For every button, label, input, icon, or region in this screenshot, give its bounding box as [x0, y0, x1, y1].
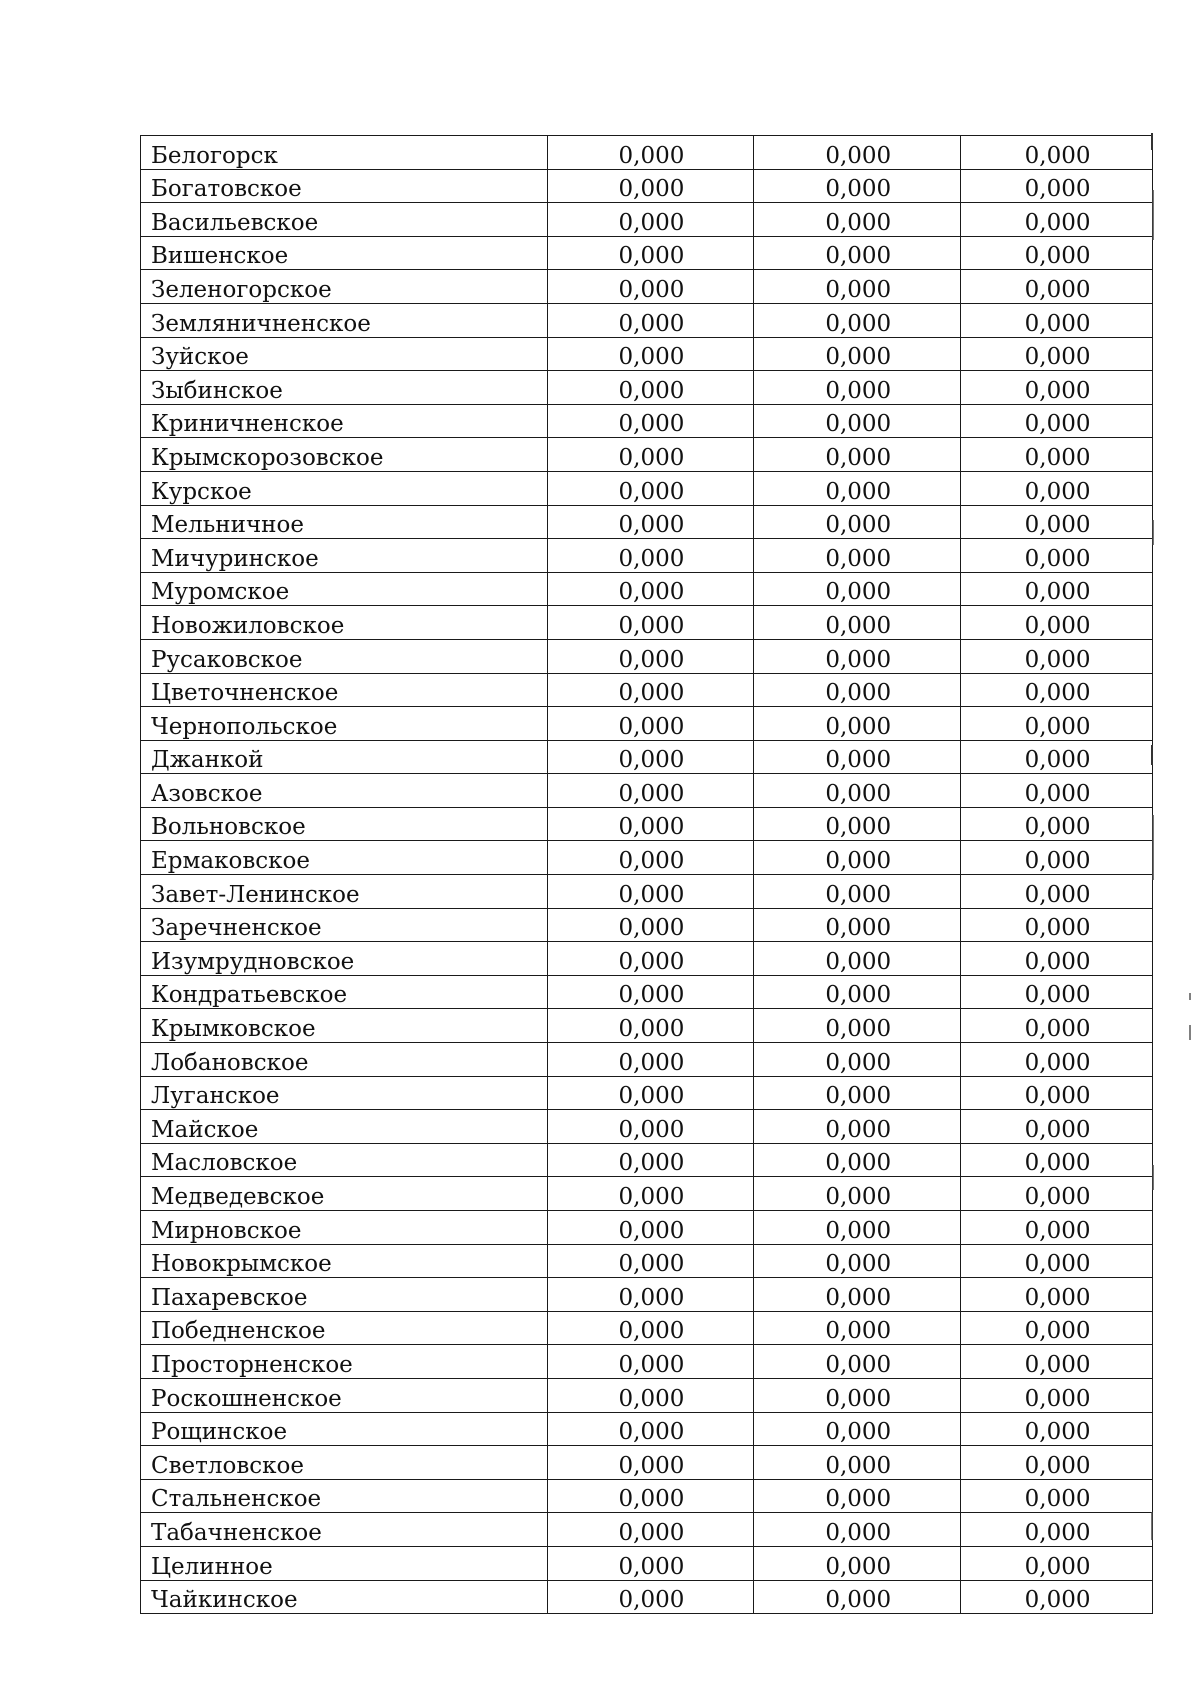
- settlement-name-cell: Майское: [141, 1110, 548, 1144]
- value-cell-3: 0,000: [961, 1345, 1153, 1379]
- settlement-name-cell: Стальненское: [141, 1479, 548, 1513]
- value-cell-1: 0,000: [547, 673, 754, 707]
- value-cell-3: 0,000: [961, 1479, 1153, 1513]
- table-row: [141, 270, 1153, 304]
- value-cell-1: 0,000: [547, 136, 754, 170]
- value-cell-3: 0,000: [961, 1580, 1153, 1614]
- value-cell-2: 0,000: [754, 337, 961, 371]
- value-cell-3: 0,000: [961, 371, 1153, 405]
- value-cell-1: 0,000: [547, 1446, 754, 1480]
- value-cell-3: 0,000: [961, 1177, 1153, 1211]
- settlement-name-cell: Мичуринское: [141, 539, 548, 573]
- value-cell-2: 0,000: [754, 1446, 961, 1480]
- value-cell-2: 0,000: [754, 303, 961, 337]
- value-cell-2: 0,000: [754, 1378, 961, 1412]
- value-cell-3: 0,000: [961, 1278, 1153, 1312]
- settlement-name-cell: Роскошненское: [141, 1378, 548, 1412]
- value-cell-1: 0,000: [547, 841, 754, 875]
- value-cell-1: 0,000: [547, 1110, 754, 1144]
- value-cell-2: 0,000: [754, 774, 961, 808]
- value-cell-2: 0,000: [754, 438, 961, 472]
- value-cell-3: 0,000: [961, 438, 1153, 472]
- settlement-name-cell: Земляничненское: [141, 303, 548, 337]
- value-cell-1: 0,000: [547, 169, 754, 203]
- value-cell-2: 0,000: [754, 505, 961, 539]
- value-cell-2: 0,000: [754, 1345, 961, 1379]
- value-cell-1: 0,000: [547, 908, 754, 942]
- value-cell-3: 0,000: [961, 303, 1153, 337]
- table-row: [141, 1479, 1153, 1513]
- table-row: [141, 371, 1153, 405]
- value-cell-2: 0,000: [754, 371, 961, 405]
- value-cell-2: 0,000: [754, 639, 961, 673]
- value-cell-2: 0,000: [754, 1412, 961, 1446]
- table-row: [141, 1446, 1153, 1480]
- value-cell-2: 0,000: [754, 471, 961, 505]
- settlement-name-cell: Крымскорозовское: [141, 438, 548, 472]
- value-cell-2: 0,000: [754, 673, 961, 707]
- value-cell-2: 0,000: [754, 1580, 961, 1614]
- value-cell-3: 0,000: [961, 807, 1153, 841]
- value-cell-3: 0,000: [961, 1311, 1153, 1345]
- settlement-name-cell: Изумрудновское: [141, 942, 548, 976]
- settlement-name-cell: Мельничное: [141, 505, 548, 539]
- settlement-name-cell: Рощинское: [141, 1412, 548, 1446]
- value-cell-3: 0,000: [961, 539, 1153, 573]
- value-cell-2: 0,000: [754, 1479, 961, 1513]
- table-row: [141, 303, 1153, 337]
- settlement-name-cell: Русаковское: [141, 639, 548, 673]
- table-row: [141, 975, 1153, 1009]
- value-cell-3: 0,000: [961, 1009, 1153, 1043]
- value-cell-2: 0,000: [754, 942, 961, 976]
- value-cell-2: 0,000: [754, 807, 961, 841]
- value-cell-3: 0,000: [961, 1513, 1153, 1547]
- table-row: [141, 1513, 1153, 1547]
- value-cell-1: 0,000: [547, 1412, 754, 1446]
- settlement-name-cell: Новожиловское: [141, 606, 548, 640]
- value-cell-2: 0,000: [754, 136, 961, 170]
- value-cell-3: 0,000: [961, 942, 1153, 976]
- value-cell-2: 0,000: [754, 169, 961, 203]
- value-cell-2: 0,000: [754, 404, 961, 438]
- value-cell-1: 0,000: [547, 606, 754, 640]
- table-row: [141, 841, 1153, 875]
- value-cell-3: 0,000: [961, 471, 1153, 505]
- value-cell-2: 0,000: [754, 1546, 961, 1580]
- settlement-name-cell: Крымковское: [141, 1009, 548, 1043]
- table-row: [141, 337, 1153, 371]
- table-row: [141, 1211, 1153, 1245]
- value-cell-2: 0,000: [754, 203, 961, 237]
- value-cell-3: 0,000: [961, 1143, 1153, 1177]
- settlement-name-cell: Джанкой: [141, 740, 548, 774]
- table-row: [141, 539, 1153, 573]
- settlement-name-cell: Заречненское: [141, 908, 548, 942]
- value-cell-2: 0,000: [754, 1513, 961, 1547]
- value-cell-1: 0,000: [547, 1043, 754, 1077]
- value-cell-2: 0,000: [754, 572, 961, 606]
- value-cell-3: 0,000: [961, 1378, 1153, 1412]
- table-row: [141, 1580, 1153, 1614]
- settlement-name-cell: Новокрымское: [141, 1244, 548, 1278]
- value-cell-1: 0,000: [547, 1345, 754, 1379]
- value-cell-1: 0,000: [547, 707, 754, 741]
- settlement-name-cell: Ермаковское: [141, 841, 548, 875]
- table-row: [141, 471, 1153, 505]
- value-cell-2: 0,000: [754, 1143, 961, 1177]
- value-cell-2: 0,000: [754, 270, 961, 304]
- settlement-name-cell: Завет-Ленинское: [141, 875, 548, 909]
- value-cell-1: 0,000: [547, 1177, 754, 1211]
- value-cell-3: 0,000: [961, 337, 1153, 371]
- value-cell-1: 0,000: [547, 203, 754, 237]
- value-cell-1: 0,000: [547, 337, 754, 371]
- table-row: [141, 1345, 1153, 1379]
- table-row: [141, 1378, 1153, 1412]
- value-cell-3: 0,000: [961, 203, 1153, 237]
- value-cell-2: 0,000: [754, 875, 961, 909]
- value-cell-2: 0,000: [754, 1244, 961, 1278]
- value-cell-1: 0,000: [547, 639, 754, 673]
- value-cell-1: 0,000: [547, 1513, 754, 1547]
- settlement-name-cell: Богатовское: [141, 169, 548, 203]
- value-cell-3: 0,000: [961, 136, 1153, 170]
- value-cell-1: 0,000: [547, 438, 754, 472]
- settlement-name-cell: Зеленогорское: [141, 270, 548, 304]
- settlement-name-cell: Чайкинское: [141, 1580, 548, 1614]
- table-row: [141, 1043, 1153, 1077]
- value-cell-3: 0,000: [961, 1546, 1153, 1580]
- value-cell-1: 0,000: [547, 236, 754, 270]
- settlement-name-cell: Луганское: [141, 1076, 548, 1110]
- settlement-name-cell: Азовское: [141, 774, 548, 808]
- value-cell-2: 0,000: [754, 975, 961, 1009]
- settlement-name-cell: Муромское: [141, 572, 548, 606]
- settlement-name-cell: Зыбинское: [141, 371, 548, 405]
- value-cell-1: 0,000: [547, 875, 754, 909]
- table-row: [141, 1244, 1153, 1278]
- value-cell-3: 0,000: [961, 774, 1153, 808]
- settlement-name-cell: Целинное: [141, 1546, 548, 1580]
- value-cell-1: 0,000: [547, 1311, 754, 1345]
- settlement-name-cell: Победненское: [141, 1311, 548, 1345]
- value-cell-3: 0,000: [961, 841, 1153, 875]
- value-cell-3: 0,000: [961, 875, 1153, 909]
- settlement-name-cell: Пахаревское: [141, 1278, 548, 1312]
- table-row: [141, 639, 1153, 673]
- value-cell-3: 0,000: [961, 639, 1153, 673]
- table-row: [141, 1143, 1153, 1177]
- table-row: [141, 1412, 1153, 1446]
- value-cell-3: 0,000: [961, 1110, 1153, 1144]
- value-cell-3: 0,000: [961, 908, 1153, 942]
- value-cell-2: 0,000: [754, 1076, 961, 1110]
- value-cell-2: 0,000: [754, 1278, 961, 1312]
- value-cell-1: 0,000: [547, 572, 754, 606]
- value-cell-2: 0,000: [754, 1177, 961, 1211]
- settlement-name-cell: Лобановское: [141, 1043, 548, 1077]
- value-cell-1: 0,000: [547, 774, 754, 808]
- table-row: [141, 203, 1153, 237]
- value-cell-1: 0,000: [547, 505, 754, 539]
- value-cell-1: 0,000: [547, 1546, 754, 1580]
- value-cell-3: 0,000: [961, 236, 1153, 270]
- settlement-name-cell: Мирновское: [141, 1211, 548, 1245]
- table-row: [141, 169, 1153, 203]
- value-cell-1: 0,000: [547, 1143, 754, 1177]
- value-cell-2: 0,000: [754, 908, 961, 942]
- table-row: [141, 1110, 1153, 1144]
- table-row: [141, 136, 1153, 170]
- value-cell-1: 0,000: [547, 1479, 754, 1513]
- table-row: [141, 908, 1153, 942]
- settlement-name-cell: Зуйское: [141, 337, 548, 371]
- settlement-name-cell: Белогорск: [141, 136, 548, 170]
- value-cell-1: 0,000: [547, 1378, 754, 1412]
- settlement-name-cell: Цветочненское: [141, 673, 548, 707]
- value-cell-3: 0,000: [961, 572, 1153, 606]
- value-cell-3: 0,000: [961, 270, 1153, 304]
- table-row: [141, 438, 1153, 472]
- value-cell-3: 0,000: [961, 169, 1153, 203]
- value-cell-1: 0,000: [547, 1009, 754, 1043]
- value-cell-2: 0,000: [754, 1110, 961, 1144]
- value-cell-2: 0,000: [754, 539, 961, 573]
- settlement-name-cell: Вишенское: [141, 236, 548, 270]
- table-row: [141, 707, 1153, 741]
- value-cell-3: 0,000: [961, 505, 1153, 539]
- table-body: [141, 136, 1153, 1614]
- value-cell-3: 0,000: [961, 707, 1153, 741]
- value-cell-2: 0,000: [754, 740, 961, 774]
- value-cell-1: 0,000: [547, 740, 754, 774]
- table-row: [141, 807, 1153, 841]
- settlement-name-cell: Криничненское: [141, 404, 548, 438]
- table-row: [141, 673, 1153, 707]
- table-row: [141, 875, 1153, 909]
- value-cell-1: 0,000: [547, 270, 754, 304]
- value-cell-3: 0,000: [961, 975, 1153, 1009]
- value-cell-1: 0,000: [547, 975, 754, 1009]
- value-cell-2: 0,000: [754, 1043, 961, 1077]
- settlement-name-cell: Табачненское: [141, 1513, 548, 1547]
- value-cell-3: 0,000: [961, 404, 1153, 438]
- value-cell-3: 0,000: [961, 1076, 1153, 1110]
- value-cell-3: 0,000: [961, 1412, 1153, 1446]
- settlement-values-table: [140, 135, 1153, 1614]
- value-cell-3: 0,000: [961, 740, 1153, 774]
- table-row: [141, 1311, 1153, 1345]
- value-cell-3: 0,000: [961, 1244, 1153, 1278]
- value-cell-3: 0,000: [961, 606, 1153, 640]
- settlement-name-cell: Просторненское: [141, 1345, 548, 1379]
- value-cell-1: 0,000: [547, 539, 754, 573]
- value-cell-2: 0,000: [754, 606, 961, 640]
- value-cell-2: 0,000: [754, 841, 961, 875]
- settlement-name-cell: Вольновское: [141, 807, 548, 841]
- value-cell-2: 0,000: [754, 1211, 961, 1245]
- settlement-name-cell: Васильевское: [141, 203, 548, 237]
- value-cell-3: 0,000: [961, 673, 1153, 707]
- value-cell-1: 0,000: [547, 1580, 754, 1614]
- value-cell-1: 0,000: [547, 404, 754, 438]
- value-cell-1: 0,000: [547, 1211, 754, 1245]
- table-row: [141, 505, 1153, 539]
- table-row: [141, 1278, 1153, 1312]
- value-cell-1: 0,000: [547, 471, 754, 505]
- settlement-name-cell: Масловское: [141, 1143, 548, 1177]
- value-cell-1: 0,000: [547, 942, 754, 976]
- table-row: [141, 404, 1153, 438]
- value-cell-1: 0,000: [547, 303, 754, 337]
- table-row: [141, 236, 1153, 270]
- value-cell-2: 0,000: [754, 707, 961, 741]
- table-row: [141, 1009, 1153, 1043]
- value-cell-1: 0,000: [547, 807, 754, 841]
- value-cell-1: 0,000: [547, 1076, 754, 1110]
- table-row: [141, 1546, 1153, 1580]
- settlement-name-cell: Чернопольское: [141, 707, 548, 741]
- value-cell-3: 0,000: [961, 1043, 1153, 1077]
- table-row: [141, 740, 1153, 774]
- value-cell-2: 0,000: [754, 1311, 961, 1345]
- table-row: [141, 1177, 1153, 1211]
- value-cell-2: 0,000: [754, 236, 961, 270]
- table-row: [141, 572, 1153, 606]
- value-cell-3: 0,000: [961, 1446, 1153, 1480]
- value-cell-3: 0,000: [961, 1211, 1153, 1245]
- table-row: [141, 606, 1153, 640]
- value-cell-1: 0,000: [547, 1244, 754, 1278]
- value-cell-1: 0,000: [547, 371, 754, 405]
- value-cell-1: 0,000: [547, 1278, 754, 1312]
- settlement-name-cell: Кондратьевское: [141, 975, 548, 1009]
- settlement-name-cell: Медведевское: [141, 1177, 548, 1211]
- settlement-name-cell: Светловское: [141, 1446, 548, 1480]
- table-row: [141, 774, 1153, 808]
- table-row: [141, 1076, 1153, 1110]
- settlement-name-cell: Курское: [141, 471, 548, 505]
- value-cell-2: 0,000: [754, 1009, 961, 1043]
- table-row: [141, 942, 1153, 976]
